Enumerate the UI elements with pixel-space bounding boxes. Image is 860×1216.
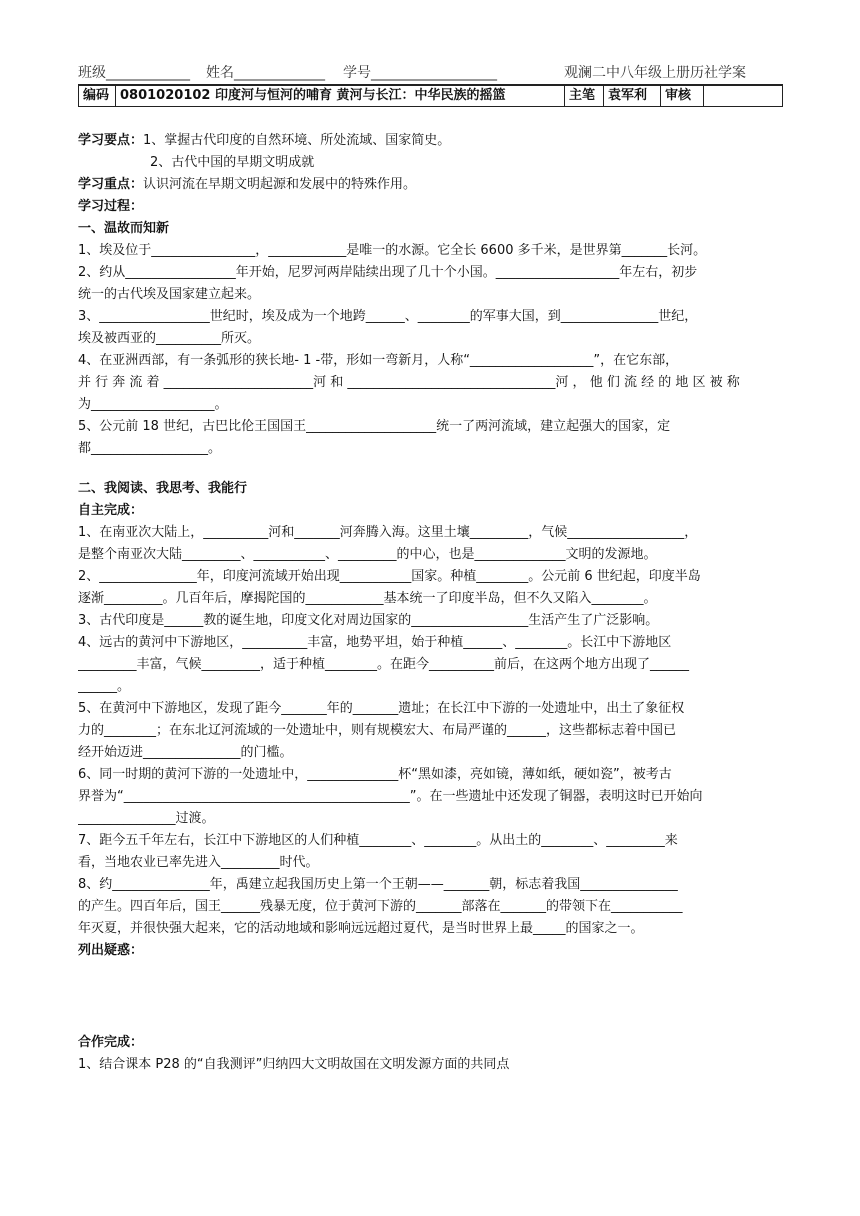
question-line: 界誉为“____________________________________________”。在一些遗址中还发现了铜器，表明这时已开始向 — [78, 789, 703, 804]
question-line: 统一的古代埃及国家建立起来。 — [78, 287, 261, 302]
question-line: 埃及被西亚的__________所灭。 — [78, 331, 261, 346]
question-line: 5、公元前 18 世纪，古巴比伦王国国王____________________统一了两河流域，建立起强大的国家，定 — [78, 419, 671, 434]
learning-point-1: 1、掌握古代印度的自然环境、所处流域、国家简史。 — [143, 133, 451, 148]
header-table — [78, 84, 783, 107]
question-line: 3、古代印度是______教的诞生地，印度文化对周边国家的__________________生活产生了广泛影响。 — [78, 613, 659, 628]
school-title: 观澜二中八年级上册历社学案 — [564, 65, 746, 81]
question-line: 看，当地农业已率先进入_________时代。 — [78, 855, 319, 870]
section-2-questions — [78, 522, 783, 940]
question-line: 为___________________。 — [78, 397, 228, 412]
question-line: 7、距今五千年左右，长江中下游地区的人们种植________、________。从出土的________、_________来 — [78, 833, 678, 848]
question-line: 8、约_______________年，禹建立起我国历史上第一个王朝——_______朝，标志着我国_______________ — [78, 877, 678, 892]
worksheet-body — [78, 130, 783, 1076]
question-line: 力的________；在东北辽河流域的一处遗址中，则有规模宏大、布局严谨的______，这些都标志着中国已 — [78, 723, 677, 738]
author-label: 主笔 — [565, 85, 604, 107]
learning-process-label: 学习过程： — [78, 199, 144, 214]
lesson-code-title: 0801020102 印度河与恒河的哺育 黄河与长江：中华民族的摇篮 — [116, 85, 565, 107]
question-line: 6、同一时期的黄河下游的一处遗址中，______________杯“黑如漆，亮如镜，薄如纸，硬如瓷”，被考古 — [78, 767, 672, 782]
self-complete-label: 自主完成： — [78, 503, 144, 518]
question-line: 4、远古的黄河中下游地区，__________丰富，地势平坦，始于种植______、________。长江中下游地区 — [78, 635, 672, 650]
section-1-questions — [78, 240, 783, 460]
question-line: ______。 — [78, 679, 131, 694]
question-line: 都__________________。 — [78, 441, 222, 456]
code-label: 编码 — [79, 85, 116, 107]
question-line: 1、在南亚次大陆上，__________河和_______河奔腾入海。这里土壤_________，气候__________________， — [78, 525, 698, 540]
question-line: 4、在亚洲西部，有一条弧形的狭长地- 1 -带，形如一弯新月，人称“___________________”，在它东部， — [78, 353, 679, 368]
learning-points-label: 学习要点： — [78, 133, 144, 148]
section-2-title: 二、我阅读、我思考、我能行 — [78, 481, 248, 496]
top-info-bar — [78, 60, 783, 84]
student-number-field-label: 学号__________________ — [343, 65, 497, 81]
cooperative-label: 合作完成： — [78, 1035, 144, 1050]
author-name: 袁军利 — [604, 85, 661, 107]
question-line: 的产生。四百年后，国王______残暴无度，位于黄河下游的_______部落在_______的带领下在___________ — [78, 899, 683, 914]
doubts-answer-space[interactable] — [78, 962, 783, 1032]
name-field-label: 姓名_____________ — [206, 65, 325, 81]
cooperative-question-1: 1、结合课本 P28 的“自我测评”归纳四大文明故国在文明发源方面的共同点 — [78, 1057, 510, 1072]
question-line: _______________过渡。 — [78, 811, 215, 826]
learning-point-2: 2、古代中国的早期文明成就 — [150, 155, 315, 170]
question-line: 经开始迈进_______________的门槛。 — [78, 745, 293, 760]
learning-focus-line — [78, 174, 783, 196]
question-line: 1、埃及位于________________，____________是唯一的水源。它全长 6600 多千米，是世界第_______长河。 — [78, 243, 707, 258]
question-line: _________丰富，气候_________，适于种植________。在距今__________前后，在这两个地方出现了______ — [78, 657, 690, 672]
review-value — [704, 85, 783, 107]
question-line: 年灭夏，并很快强大起来，它的活动地域和影响远远超过夏代，是当时世界上最_____的国家之一。 — [78, 921, 644, 936]
question-line: 3、_________________世纪时，埃及成为一个地跨______、________的军事大国，到_______________世纪， — [78, 309, 698, 324]
review-label: 审核 — [661, 85, 704, 107]
learning-focus-text: 认识河流在早期文明起源和发展中的特殊作用。 — [143, 177, 417, 192]
learning-points-line — [78, 130, 783, 152]
class-field-label: 班级____________ — [78, 65, 190, 81]
question-line: 是整个南亚次大陆_________、___________、_________的中心，也是______________文明的发源地。 — [78, 547, 657, 562]
question-line: 5、在黄河中下游地区，发现了距今_______年的_______遗址；在长江中下游的一处遗址中，出土了象征权 — [78, 701, 685, 716]
question-line: 并 行 奔 流 着 _______________________河 和 ________________________________河 ， 他 们 流 经 的 地 区 被 称 — [78, 375, 740, 390]
doubts-label: 列出疑惑： — [78, 943, 144, 958]
question-line: 2、_______________年，印度河流域开始出现___________国家。种植________。公元前 6 世纪起，印度半岛 — [78, 569, 701, 584]
question-line: 2、约从_________________年开始，尼罗河两岸陆续出现了几十个小国。___________________年左右，初步 — [78, 265, 698, 280]
question-line: 逐渐_________。几百年后，摩揭陀国的____________基本统一了印度半岛，但不久又陷入________。 — [78, 591, 657, 606]
learning-focus-label: 学习重点： — [78, 177, 144, 192]
section-1-title: 一、温故而知新 — [78, 221, 170, 236]
